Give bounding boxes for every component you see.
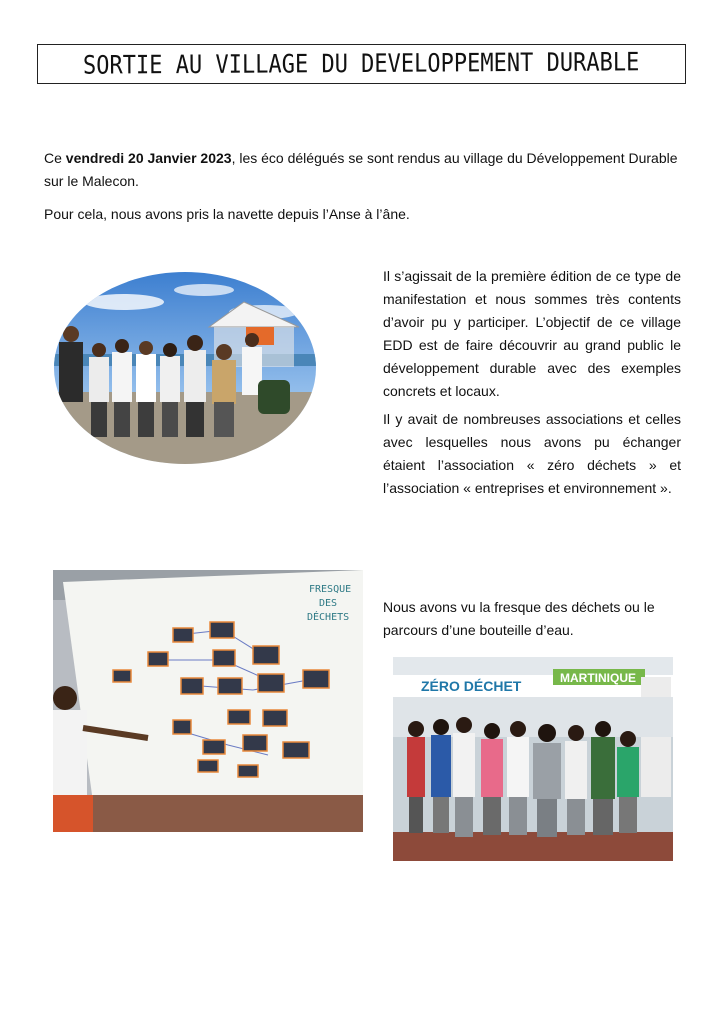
intro-date: vendredi 20 Janvier 2023 (65, 150, 232, 166)
navette-paragraph: Pour cela, nous avons pris la navette depuis l’Anse à l’âne. (44, 206, 410, 222)
intro-paragraph (44, 147, 684, 193)
first-edition-paragraph: Il s’agissait de la première édition de ce type de manifestation et nous sommes très contents d’avoir pu y participer. L’objectif de ce village EDD est de faire découvrir au grand public le développement durable avec des exemples concrets et locaux. (383, 268, 681, 399)
title-box (37, 44, 686, 84)
fresque-banner-line-2: DES (319, 598, 338, 609)
fresque-paragraph: Nous avons vu la fresque des déchets ou le parcours d’une bouteille d’eau. (383, 599, 655, 638)
fresque-banner-line-3: DÉCHETS (307, 612, 350, 623)
zero-dechet-booth-photo (393, 657, 673, 861)
page-title: SORTIE AU VILLAGE DU DEVELOPPEMENT DURABLE (83, 47, 640, 81)
intro-before: Ce (44, 150, 66, 166)
intro-after: , les éco délégués se sont rendus au village du Développement Durable sur le Malecon. (44, 150, 678, 189)
fresque-banner-line-1: FRESQUE (309, 584, 352, 595)
booth-banner-left: ZÉRO DÉCHET (421, 678, 522, 694)
fresque-photo (53, 570, 363, 832)
booth-banner-right: MARTINIQUE (560, 671, 636, 685)
associations-paragraph: Il y avait de nombreuses associations et celles avec lesquelles nous avons pu échanger étaient l’association « zéro déchets » et l’association « entreprises et environnement ». (383, 411, 681, 496)
group-photo (54, 272, 316, 464)
